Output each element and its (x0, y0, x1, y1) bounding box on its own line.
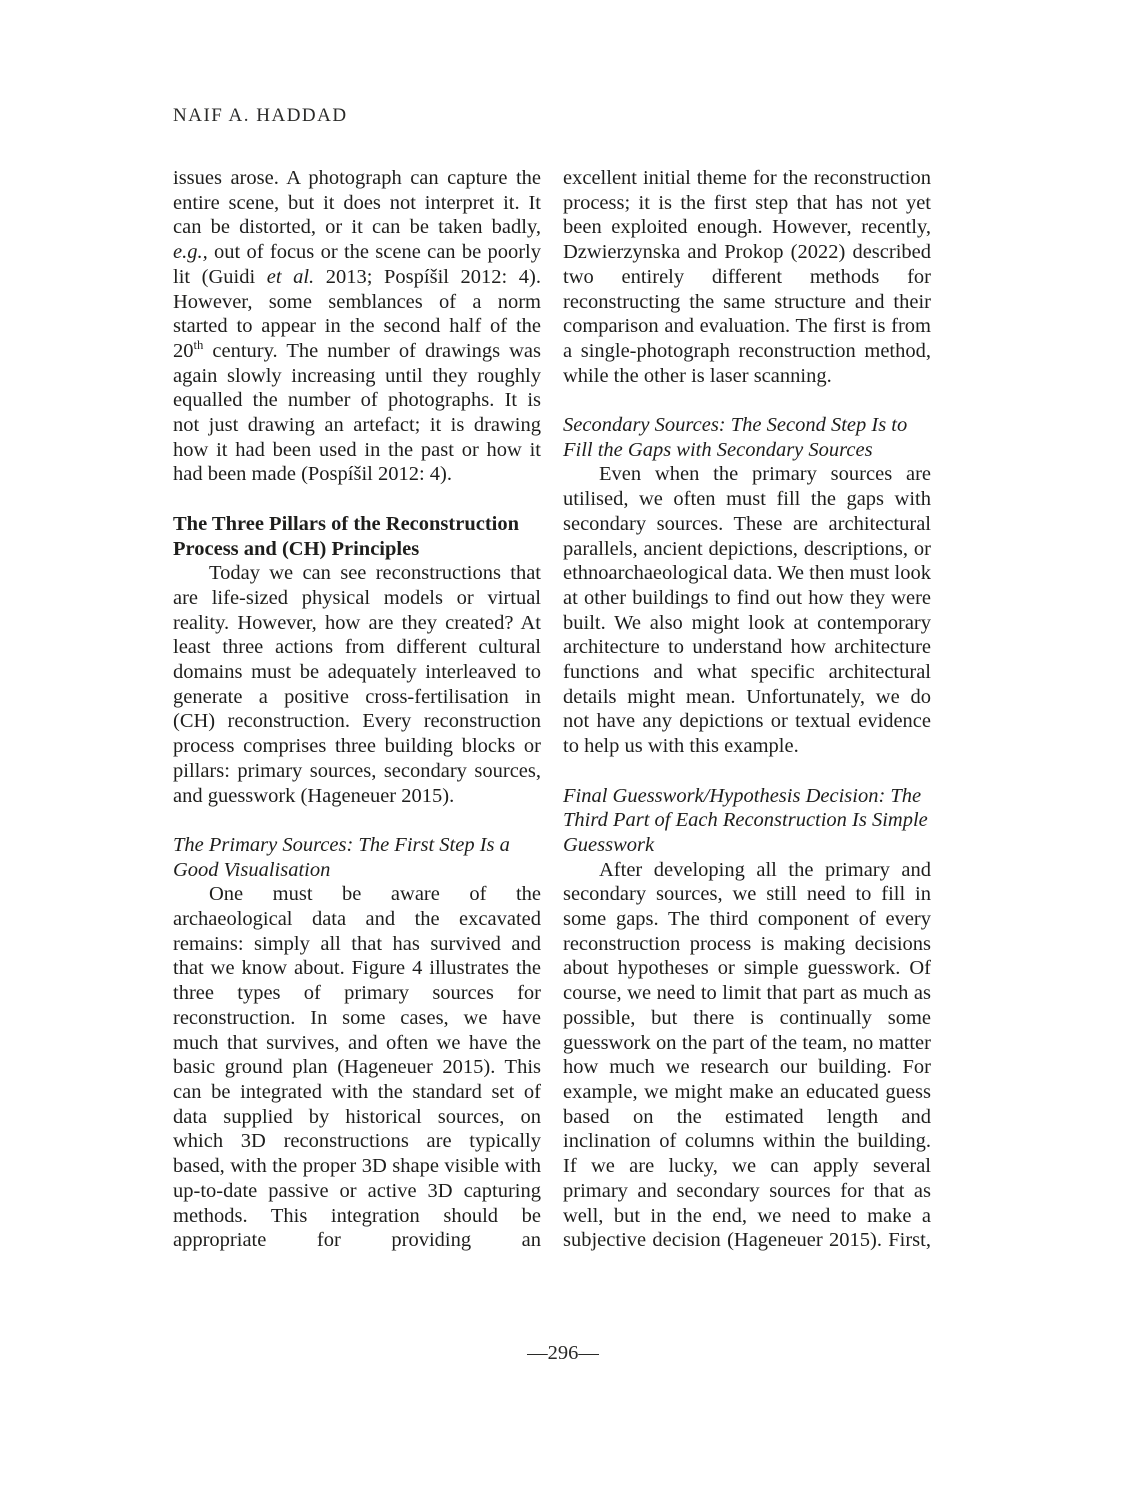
paragraph-today-reconstructions: Today we can see reconstructions that are life-sized physical models or virtual reality. However, how are they created? At least three actions from different cultural domains must be adequately interleaved to generate a positive cross-fertilisation in (CH) reconstruction. Every reconstruction process comprises three building blocks or pillars: primary sources, secondary sources, and guesswork (Hageneuer 2015). (173, 562, 541, 807)
running-head: NAIF A. HADDAD (173, 105, 348, 126)
subsection-heading-secondary-sources: Secondary Sources: The Second Step Is to Fill the Gaps with Secondary Sources (563, 414, 908, 461)
right-column (563, 166, 931, 1253)
text-columns (173, 166, 931, 1253)
paragraph-excellent-initial-theme: excellent initial theme for the reconstruction process; it is the first step that has not yet been exploited enough. However, recently, Dzwierzynska and Prokop (2022) described two entirely different methods for reconstructing the same structure and their comparison and evaluation. The first is from a single-photograph reconstruction method, while the other is laser scanning. (563, 167, 931, 387)
paragraph-fill-the-gaps: Even when the primary sources are utilised, we often must fill the gaps with secondary sources. These are architectural parallels, ancient depictions, descriptions, or ethnoarchaeological data. We then must look at other buildings to find out how they were built. We also might look at contemporary architecture to understand how architecture functions and what specific architectural details might mean. Unfortunately, we do not have any depictions or textual evidence to help us with this example. (563, 463, 931, 758)
subsection-heading-final-guesswork: Final Guesswork/Hypothesis Decision: The Third Part of Each Reconstruction Is Simple Guesswork (563, 784, 928, 856)
paragraph-archaeological-data: One must be aware of the archaeological data and the excavated remains: simply all that has survived and that we know about. Figure 4 illustrates the three types of primary sources for reconstruction. In some cases, we have much that survives, and often we have the basic ground plan (Hageneuer 2015). This can be integrated with the standard set of data supplied by historical sources, on which 3D reconstructions are typically based, with the proper 3D shape visible with up-to-date passive or active 3D capturing methods. This integration should be appropriate for providing an (173, 883, 541, 1252)
left-column (173, 166, 541, 1253)
section-heading-three-pillars: The Three Pillars of the Reconstruction Process and (CH) Principles (173, 512, 519, 560)
paragraph-after-developing-sources: After developing all the primary and secondary sources, we still need to fill in some gaps. The third component of every reconstruction process is making decisions about hypotheses or simple guesswork. Of course, we need to limit that part as much as possible, but there is continually some guesswork on the part of the team, no matter how much we research our building. For example, we might make an educated guess based on the estimated length and inclination of columns within the building. If we are lucky, we can apply several primary and secondary sources for that as well, but in the end, we need to make a subjective decision (Hageneuer 2015). First, (563, 858, 931, 1252)
subsection-heading-primary-sources: The Primary Sources: The First Step Is a Good Visualisation (173, 833, 510, 881)
paragraph-photograph-capture: issues arose. A photograph can capture the entire scene, but it does not interpret it. It can be distorted, or it can be taken badly, e.g., out of focus or the scene can be poorly lit (Guidi et al. 2013; Pospíšil 2012: 4). However, some semblances of a norm started to appear in the second half of the 20th century. The number of drawings was again slowly increasing until they roughly equalled the number of photographs. It is not just drawing an artefact; it is drawing how it had been used in the past or how it had been made (Pospíšil 2012: 4). (173, 167, 541, 486)
page-number: —296— (527, 1342, 599, 1364)
